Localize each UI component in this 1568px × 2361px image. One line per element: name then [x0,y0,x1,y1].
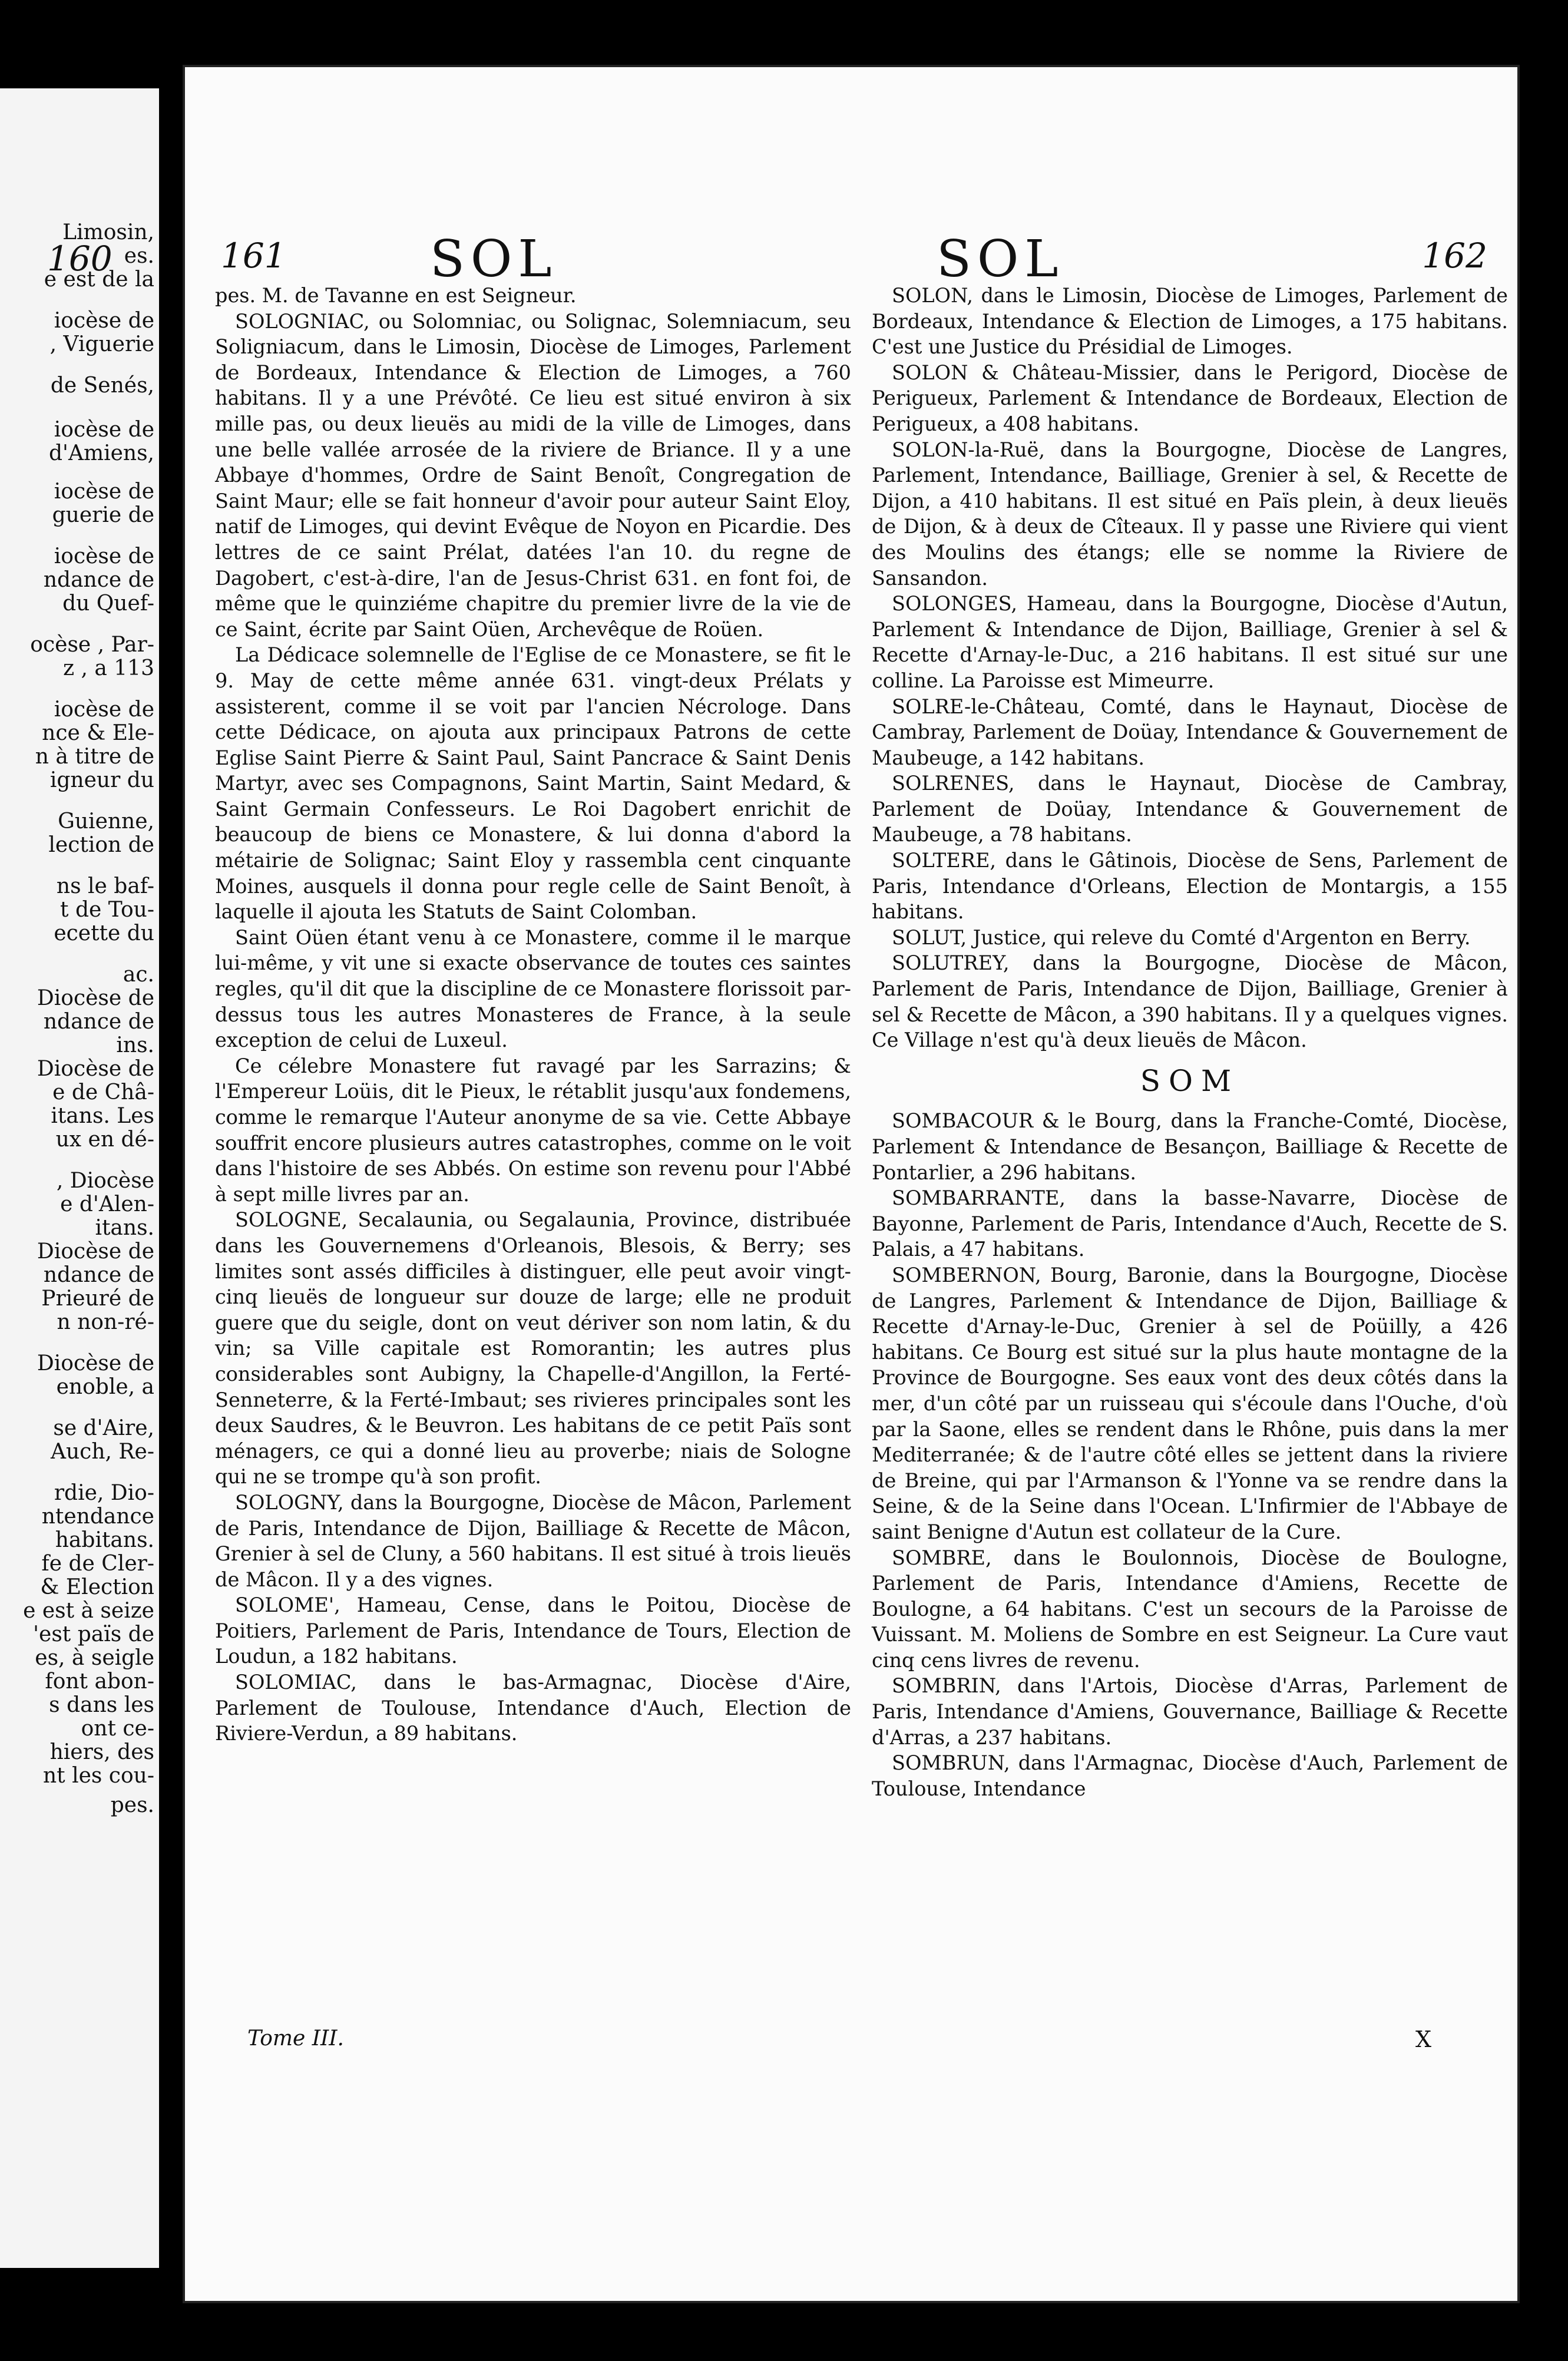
dictionary-entry: SOMBRE, dans le Boulonnois, Diocèse de Boulogne, Parlement de Paris, Intendance d'Amiens, Recette de Boulogne, a 64 habitans. C'est un secours de la Paroisse de Vuissant. M. Moliens de Sombre en est Seigneur. La Cure vaut cinq cens livres de revenu. [872,1546,1508,1672]
dictionary-entry: SOMBRUN, dans l'Armagnac, Diocèse d'Auch, Parlement de Toulouse, Intendance [872,1751,1508,1800]
left-page-fragment-line: e est à seize [23,1599,154,1623]
left-page-fragment-line: d'Amiens, [49,441,154,465]
left-page-fragment-line: ndance de [43,568,154,592]
dictionary-entry: La Dédicace solemnelle de l'Eglise de ce Monastere, se fit le 9. May de cette même année 631. vingt-deux Prélats y assisterent, comme il se voit par l'ancien Nécrologe. Dans cette Dédicace, on ajouta aux principaux Patrons de cette Eglise Saint Pierre & Saint Paul, Saint Pancrace & Saint Denis Martyr, avec ses Compagnons, Saint Martin, Saint Medard, & Saint Germain Confesseurs. Le Roi Dagobert enrichit de beaucoup de biens ce Monastere, & lui donna d'abord la métairie de Solignac; Saint Eloy y rassembla cent cinquante Moines, ausquels il donna pour regle celle de Saint Benoît, à laquelle il ajouta les Statuts de Saint Colomban. [215,643,851,924]
left-page-fragment-line: nce & Ele- [42,721,154,745]
left-page-fragment-line: & Election [40,1575,154,1599]
left-page-fragment-line: guerie de [52,503,154,527]
dictionary-entry: SOLONGES, Hameau, dans la Bourgogne, Diocèse d'Autun, Parlement & Intendance de Dijon, Bailliage, Grenier à sel & Recette d'Arnay-le-Duc, a 216 habitans. Il est situé sur une colline. La Paroisse est Mimeurre. [872,592,1508,692]
left-page-fragment-line: ndance de [43,1010,154,1034]
page-footer [183,2026,1520,2068]
dictionary-entry: SOLOGNY, dans la Bourgogne, Diocèse de Mâcon, Parlement de Paris, Intendance de Dijon, Bailliage & Recette de Mâcon, Grenier à sel de Cluny, a 560 habitans. Il est situé à trois lieuës de Mâcon. Il y a des vignes. [215,1490,851,1591]
running-title-left: SOL [430,230,558,289]
dictionary-entry: SOLOGNE, Secalaunia, ou Segalaunia, Province, distribuée dans les Gouvernemens d'Orleanois, Blesois, & Berry; ses limites sont assés difficiles à distinguer, elle peut avoir vingt-cinq lieuës de longueur sur douze de large; elle ne produit guere que du seigle, dont on veut dériver son nom latin, & du vin; sa Ville capitale est Romorantin; les autres plus considerables sont Aubigny, la Chapelle-d'Angillon, la Ferté-Senneterre, & la Ferté-Imbaut; ses rivieres principales sont les deux Saudres, & le Beuvron. Les habitans de ce petit Païs sont ménagers, ce qui a donné lieu au proverbe; niais de Sologne qui ne se trompe qu'à son profit. [215,1208,851,1489]
dictionary-entry: SOMBACOUR & le Bourg, dans la Franche-Comté, Diocèse, Parlement & Intendance de Besançon, Bailliage & Recette de Pontarlier, a 296 habitans. [872,1109,1508,1184]
left-page-fragment-line: ocèse , Par- [30,633,154,657]
left-page-fragment-line: igneur du [49,768,154,792]
dictionary-entry: SOMBERNON, Bourg, Baronie, dans la Bourgogne, Diocèse de Langres, Parlement & Intendance de Dijon, Bailliage & Recette d'Arnay-le-Duc, Grenier à sel de Poüilly, a 426 habitans. Ce Bourg est situé sur la plus haute montagne de la Province de Bourgogne. Ses eaux vont des deux côtés dans la mer, d'un côté par un ruisseau qui s'écoule dans l'Ouche, d'où par la Saone, elles se rendent dans le Rhône, puis dans la mer Mediterranée; & de l'autre côté elles se jettent dans la riviere de Breine, qui par l'Armanson & l'Yonne va se rendre dans la Seine, & de la Seine dans l'Ocean. L'Infirmier de l'Abbaye de saint Benigne d'Autun est collateur de la Cure. [872,1263,1508,1543]
left-page-fragment-line: habitans. [55,1528,154,1552]
left-page-fragment-line: iocèse de [54,418,154,442]
left-page-fragment-line: hiers, des [49,1740,154,1764]
left-page-fragment-line: z , a 113 [63,656,154,680]
dictionary-entry: SOLRENES, dans le Haynaut, Diocèse de Cambray, Parlement de Doüay, Intendance & Gouvernement de Maubeuge, a 78 habitans. [872,772,1508,846]
left-page-fragment-line: nt les cou- [42,1764,154,1788]
left-page-fragment-line: Limosin, [62,220,154,244]
left-page-fragment-line: n non-ré- [57,1310,154,1334]
running-header [183,230,1520,289]
left-page-fragment-line: Prieuré de [41,1287,154,1311]
left-page-fragment-line: , Diocèse [56,1169,154,1193]
left-page-fragment-line: es, à seigle [35,1646,154,1670]
left-page-fragment-line: Diocèse de [37,1239,154,1264]
left-page-fragment-line: font abon- [45,1669,154,1694]
right-column [872,283,1508,1801]
section-heading: SOM [1140,1063,1240,1098]
left-page-fragment-line: ndance de [43,1263,154,1287]
left-page-fragment-line: t de Tou- [60,898,154,922]
left-page-fragment-line: de Senés, [50,373,154,398]
left-page-fragment-line: ux en dé- [55,1127,154,1152]
left-page-fragment-line: du Quef- [62,591,154,616]
left-page-fragment [0,88,159,2268]
left-page-fragment-line: itans. [95,1216,154,1240]
main-page [183,65,1520,2303]
dictionary-entry: Saint Oüen étant venu à ce Monastere, comme il le marque lui-même, y vit une si exacte observance de toutes ces saintes regles, qu'il dit que la discipline de ce Monastere florissoit par-dessus tous les autres Monasteres de France, à la seule exception de celui de Luxeul. [215,925,851,1052]
dictionary-entry: SOLUTREY, dans la Bourgogne, Diocèse de Mâcon, Parlement de Paris, Intendance de Dijon, Bailliage, Grenier à sel & Recette de Mâcon, a 390 habitans. Il y a quelques vignes. Ce Village n'est qu'à deux lieuës de Mâcon. [872,951,1508,1052]
left-page-fragment-line: es. [124,244,154,268]
left-page-fragment-line: e d'Alen- [60,1192,154,1216]
dictionary-entry: SOMBRIN, dans l'Artois, Diocèse d'Arras, Parlement de Paris, Intendance d'Amiens, Gouvernance, Bailliage & Recette d'Arras, a 237 habitans. [872,1674,1508,1749]
dictionary-entry: SOLOME', Hameau, Cense, dans le Poitou, Diocèse de Poitiers, Parlement de Paris, Intendance de Tours, Election de Loudun, a 182 habitans. [215,1593,851,1668]
left-page-fragment-line: Auch, Re- [51,1440,154,1464]
dictionary-entry: SOMBARRANTE, dans la basse-Navarre, Diocèse de Bayonne, Parlement de Paris, Intendance d'Auch, Recette de S. Palais, a 47 habitans. [872,1186,1508,1261]
left-page-fragment-line: Diocèse de [37,1351,154,1375]
dictionary-entry: SOLON & Château-Missier, dans le Perigord, Diocèse de Perigueux, Parlement & Intendance de Bordeaux, Election de Perigueux, a 408 habitans. [872,361,1508,435]
left-page-fragment-line: ntendance [41,1504,154,1529]
left-page-fragment-line: rdie, Dio- [54,1481,154,1505]
left-page-fragment-line: lection de [48,833,154,857]
left-page-fragment-line: ins. [116,1033,154,1057]
signature-mark: X [1415,2026,1431,2052]
left-page-fragment-line: 'est païs de [33,1622,154,1646]
left-page-fragment-line: ac. [123,963,154,987]
dictionary-entry: SOLRE-le-Château, Comté, dans le Haynaut, Diocèse de Cambray, Parlement de Doüay, Intendance & Gouvernement de Maubeuge, a 142 habitans. [872,695,1508,769]
dictionary-entry: SOLON-la-Ruë, dans la Bourgogne, Diocèse de Langres, Parlement, Intendance, Bailliage, Grenier à sel, & Recette de Dijon, a 410 habitans. Il est situé en Païs plein, à deux lieuës de Dijon, & à deux de Cîteaux. Il y passe une Riviere qui vient des Moulins des étangs; elle se nomme la Riviere de Sansandon. [872,438,1508,590]
left-page-fragment-line: ont ce- [81,1717,154,1741]
left-page-fragment-line: se d'Aire, [53,1416,154,1440]
left-page-fragment-line: ns le baf- [56,874,154,898]
left-page-fragment-line: e de Châ- [52,1080,154,1105]
dictionary-entry: SOLUT, Justice, qui releve du Comté d'Argenton en Berry. [892,925,1471,949]
left-page-fragment-line: , Viguerie [49,332,154,356]
left-page-fragment-line: Diocèse de [37,1057,154,1081]
left-page-number: 160 [47,239,113,279]
dictionary-entry: pes. M. de Tavanne en est Seigneur. [215,284,577,307]
right-column-page-number: 162 [1422,236,1487,276]
left-page-fragment-line: ecette du [54,921,154,945]
dictionary-entry: SOLOGNIAC, ou Solomniac, ou Solignac, Solemniacum, seu Soligniacum, dans le Limosin, Diocèse de Limoges, Parlement de Bordeaux, Intendance & Election de Limoges, a 760 habitans. Il y a une Prévôté. Ce lieu est situé environ à six mille pas, ou deux lieuës au midi de la ville de Limoges, dans une belle vallée arrosée de la riviere de Briance. Il y a une Abbaye d'hommes, Ordre de Saint Benoît, Congregation de Saint Maur; elle se fait honneur d'avoir pour auteur Saint Eloy, natif de Limoges, qui devint Evêque de Noyon en Picardie. Des lettres de ce saint Prélat, datées l'an 10. du regne de Dagobert, c'est-à-dire, l'an de Jesus-Christ 631. en font foi, de même que le quinziéme chapitre du premier livre de la vie de ce Saint, écrite par Saint Oüen, Archevêque de Roüen. [215,309,851,641]
left-page-fragment-line: s dans les [49,1693,154,1717]
left-page-fragment-line: n à titre de [35,745,154,769]
dictionary-entry: Ce célebre Monastere fut ravagé par les Sarrazins; & l'Empereur Loüis, dit le Pieux, le rétablit jusqu'aux fondemens, comme le remarque l'Auteur anonyme de sa vie. Cette Abbaye souffrit encore plusieurs autres catastrophes, comme on le voit dans l'histoire de ses Abbés. On estime son revenu pour l'Abbé à sept mille livres par an. [215,1054,851,1206]
left-column [215,283,851,1747]
dictionary-entry: SOLOMIAC, dans le bas-Armagnac, Diocèse d'Aire, Parlement de Toulouse, Intendance d'Auch, Election de Riviere-Verdun, a 89 habitans. [215,1671,851,1745]
left-page-fragment-line: fe de Cler- [41,1552,154,1576]
left-page-fragment-line: e est de la [44,267,154,292]
left-column-page-number: 161 [221,236,286,276]
left-page-fragment-line: itans. Les [51,1104,154,1128]
running-title-right: SOL [937,230,1064,289]
left-page-fragment-line: iocèse de [54,480,154,504]
left-page-fragment-line: Guienne, [58,809,154,834]
left-page-fragment-line: iocèse de [54,697,154,722]
tome-label: Tome III. [247,2026,344,2051]
dictionary-entry: SOLON, dans le Limosin, Diocèse de Limoges, Parlement de Bordeaux, Intendance & Election de Limoges, a 175 habitans. C'est une Justice du Présidial de Limoges. [872,284,1508,359]
left-page-fragment-line: iocèse de [54,309,154,333]
left-page-fragment-line: Diocèse de [37,986,154,1010]
left-page-fragment-line: iocèse de [54,544,154,568]
left-page-fragment-line: pes. [110,1793,154,1817]
left-page-fragment-line: enoble, a [56,1375,154,1399]
dictionary-entry: SOLTERE, dans le Gâtinois, Diocèse de Sens, Parlement de Paris, Intendance d'Orleans, Election de Montargis, a 155 habitans. [872,849,1508,924]
